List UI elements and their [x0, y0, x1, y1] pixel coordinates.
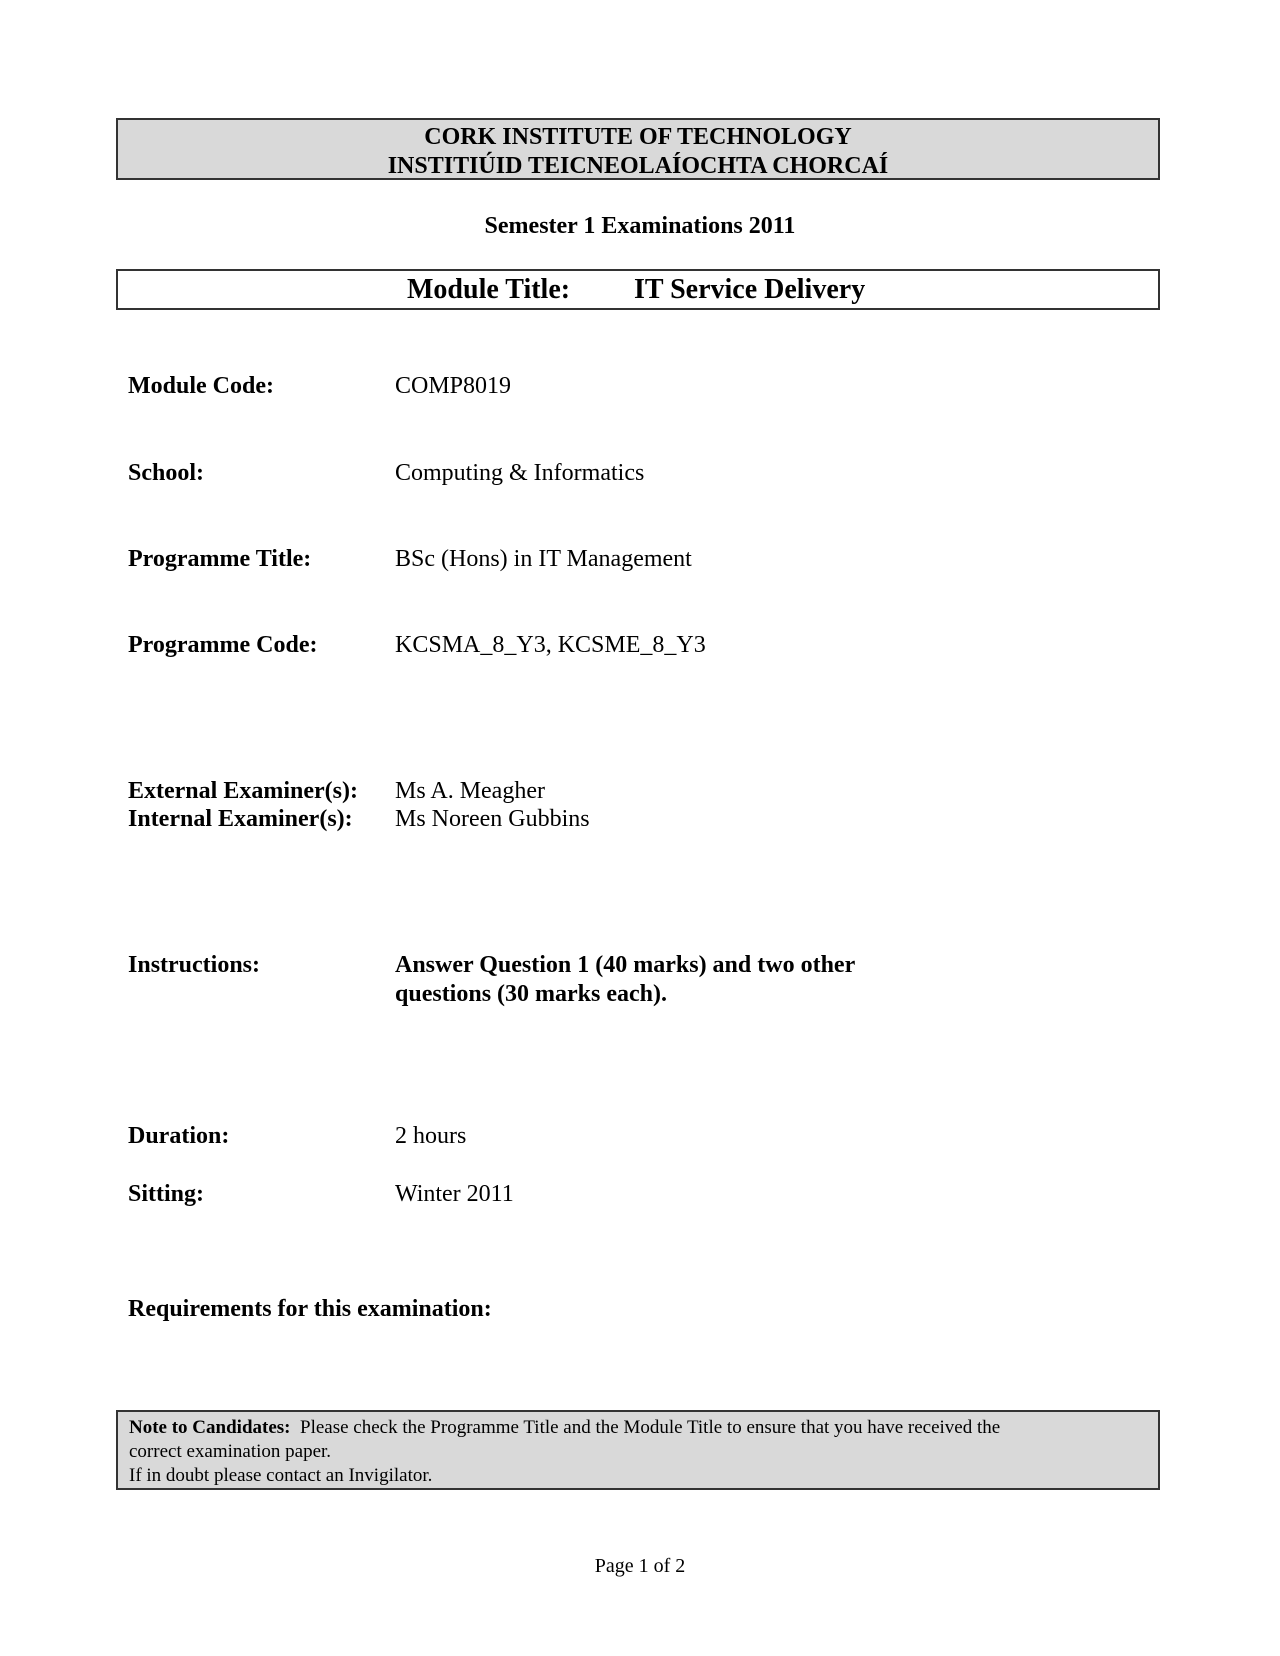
programme-title-value: BSc (Hons) in IT Management	[395, 546, 692, 572]
institute-name-english: CORK INSTITUTE OF TECHNOLOGY	[424, 124, 852, 150]
programme-title-label: Programme Title:	[128, 546, 312, 572]
institute-name-irish: INSTITIÚID TEICNEOLAÍOCHTA CHORCAÍ	[387, 153, 889, 179]
sitting-value: Winter 2011	[395, 1181, 514, 1207]
module-code-value: COMP8019	[395, 373, 512, 399]
note-line-2: correct examination paper.	[129, 1441, 332, 1462]
instructions-label: Instructions:	[128, 952, 261, 978]
note-line-1	[129, 1416, 1148, 1440]
internal-examiner-label: Internal Examiner(s):	[128, 806, 353, 832]
sitting-label: Sitting:	[128, 1181, 205, 1207]
instructions-line-1: Answer Question 1 (40 marks) and two other	[395, 952, 856, 978]
note-lead: Note to Candidates:	[129, 1417, 291, 1438]
programme-code-label: Programme Code:	[128, 632, 318, 658]
note-text-1: Please check the Programme Title and the Module Title to ensure that you have received the	[300, 1417, 1001, 1438]
programme-code-value: KCSMA_8_Y3, KCSME_8_Y3	[395, 632, 706, 658]
page-number: Page 1 of 2	[594, 1555, 686, 1577]
school-label: School:	[128, 460, 205, 486]
note-line-3: If in doubt please contact an Invigilator.	[129, 1465, 433, 1486]
external-examiner-value: Ms A. Meagher	[395, 778, 545, 804]
duration-value: 2 hours	[395, 1123, 467, 1149]
semester-heading: Semester 1 Examinations 2011	[484, 213, 796, 239]
institute-header	[116, 118, 1160, 180]
duration-label: Duration:	[128, 1123, 230, 1149]
module-title-label: Module Title:	[407, 274, 571, 305]
module-code-label: Module Code:	[128, 373, 274, 399]
instructions-line-2: questions (30 marks each).	[395, 981, 668, 1007]
note-to-candidates-box	[116, 1410, 1160, 1490]
school-value: Computing & Informatics	[395, 460, 645, 486]
internal-examiner-value: Ms Noreen Gubbins	[395, 806, 590, 832]
external-examiner-label: External Examiner(s):	[128, 778, 358, 804]
module-title-value: IT Service Delivery	[634, 274, 866, 305]
module-title-box	[116, 269, 1160, 310]
requirements-label: Requirements for this examination:	[128, 1296, 492, 1322]
